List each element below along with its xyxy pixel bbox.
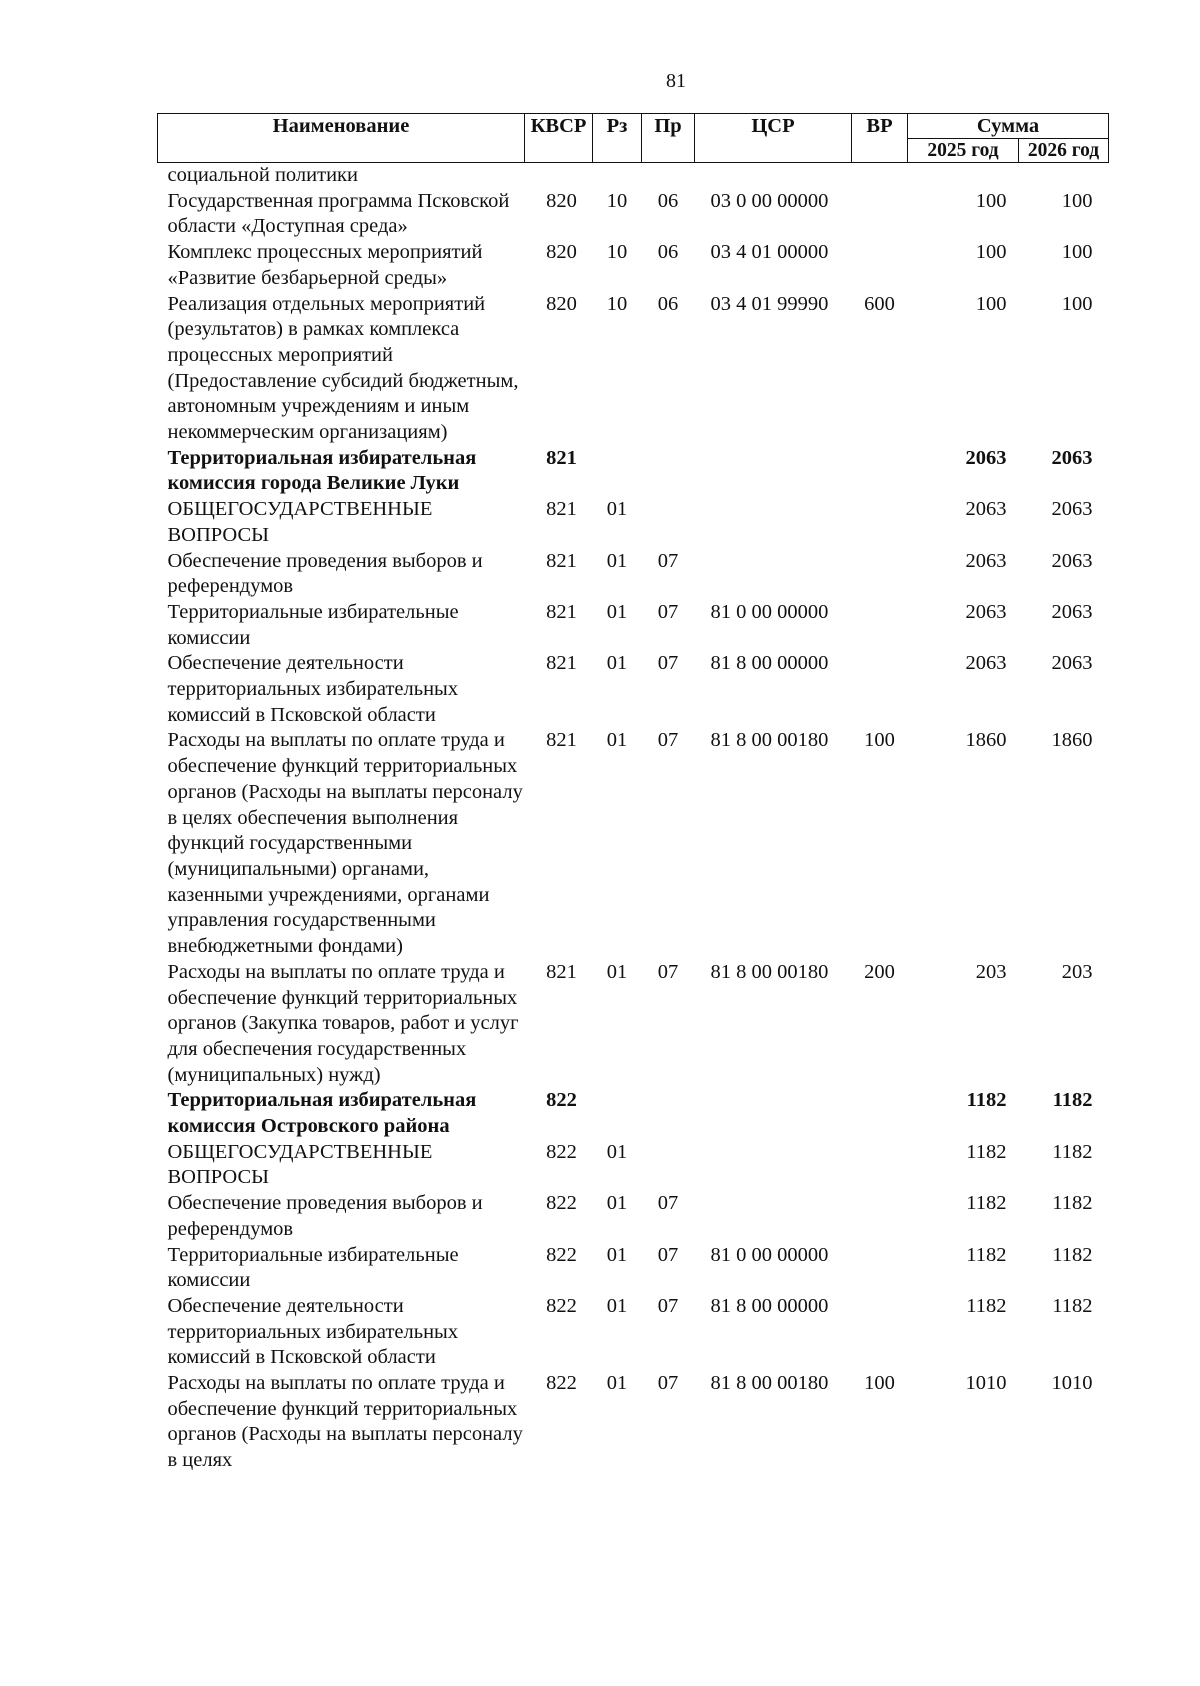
row-pr: 07 bbox=[657, 600, 679, 623]
row-kvsr: 821 bbox=[546, 549, 577, 572]
row-csr bbox=[695, 1140, 852, 1191]
row-kvsr: 820 bbox=[546, 189, 577, 212]
row-amount-2025: 203 bbox=[975, 960, 1007, 983]
row-kvsr: 822 bbox=[546, 1243, 577, 1266]
header-sum: Сумма bbox=[908, 114, 1109, 139]
row-amount-2025: 1010 bbox=[965, 1372, 1007, 1395]
row-csr: 03 0 00 00000 bbox=[710, 189, 829, 212]
row-amount-2025: 100 bbox=[975, 189, 1007, 212]
row-name: Территориальные избирательные комиссии bbox=[167, 600, 459, 649]
row-csr: 81 8 00 00180 bbox=[710, 1372, 829, 1395]
row-vr bbox=[852, 1140, 908, 1191]
row-rz: 01 bbox=[606, 960, 628, 983]
row-rz bbox=[593, 1088, 642, 1139]
row-csr: 03 4 01 00000 bbox=[710, 241, 829, 264]
row-vr bbox=[852, 1294, 908, 1371]
header-year-2026: 2026 год bbox=[1019, 139, 1109, 163]
row-kvsr: 822 bbox=[546, 1140, 577, 1163]
row-kvsr: 821 bbox=[546, 498, 577, 521]
row-csr: 81 8 00 00180 bbox=[710, 960, 829, 983]
table-row bbox=[158, 728, 1109, 959]
row-amount-2026: 100 bbox=[1061, 292, 1093, 315]
row-amount-2025: 2063 bbox=[965, 549, 1007, 572]
row-name: Обеспечение проведения выборов и референдумов bbox=[167, 549, 483, 598]
row-name: Территориальная избирательная комиссия Островского района bbox=[167, 1089, 477, 1138]
row-pr: 07 bbox=[657, 1243, 679, 1266]
row-rz bbox=[593, 163, 642, 189]
row-amount-2026: 1182 bbox=[1052, 1294, 1093, 1317]
row-rz: 01 bbox=[606, 1294, 628, 1317]
table-row bbox=[158, 651, 1109, 728]
row-kvsr: 821 bbox=[546, 652, 577, 675]
row-vr: 200 bbox=[864, 960, 895, 983]
row-amount-2026: 2063 bbox=[1051, 498, 1093, 521]
row-name: ОБЩЕГОСУДАРСТВЕННЫЕ ВОПРОСЫ bbox=[167, 1140, 433, 1189]
table-row bbox=[158, 960, 1109, 1089]
row-name: Территориальные избирательные комиссии bbox=[167, 1243, 459, 1292]
row-csr bbox=[695, 549, 852, 600]
row-pr bbox=[642, 1140, 695, 1191]
row-amount-2025: 1182 bbox=[966, 1192, 1007, 1215]
row-amount-2026: 1182 bbox=[1052, 1140, 1093, 1163]
header-kvsr: КВСР bbox=[525, 114, 593, 163]
table-row bbox=[158, 446, 1109, 497]
row-csr bbox=[695, 446, 852, 497]
row-amount-2025: 1860 bbox=[965, 729, 1007, 752]
row-name: Расходы на выплаты по оплате труда и обеспечение функций территориальных органов (Закупка товаров, работ и услуг для обеспечения государственных (муниципальных) нужд) bbox=[167, 960, 519, 1086]
row-name: Расходы на выплаты по оплате труда и обеспечение функций территориальных органов (Расходы на выплаты персоналу в целях bbox=[167, 1372, 523, 1472]
table-row bbox=[158, 163, 1109, 189]
row-csr bbox=[695, 1088, 852, 1139]
row-vr bbox=[852, 549, 908, 600]
row-name: Комплекс процессных мероприятий «Развитие безбарьерной среды» bbox=[167, 241, 483, 289]
row-vr bbox=[852, 163, 908, 189]
row-pr: 06 bbox=[657, 189, 679, 212]
row-pr: 07 bbox=[657, 1192, 679, 1215]
budget-table bbox=[157, 113, 1109, 1474]
row-pr: 07 bbox=[657, 729, 679, 752]
row-pr bbox=[642, 497, 695, 548]
row-vr bbox=[852, 240, 908, 291]
row-amount-2025: 1182 bbox=[966, 1294, 1007, 1317]
row-csr: 81 0 00 00000 bbox=[710, 1243, 829, 1266]
row-kvsr: 821 bbox=[546, 446, 577, 469]
row-rz: 10 bbox=[606, 241, 628, 264]
row-pr: 07 bbox=[657, 1372, 679, 1395]
row-kvsr bbox=[525, 163, 593, 189]
row-amount-2026: 100 bbox=[1061, 189, 1093, 212]
row-kvsr: 821 bbox=[546, 600, 577, 623]
header-vr: ВР bbox=[852, 114, 908, 163]
row-pr: 07 bbox=[657, 549, 679, 572]
row-amount-2025: 2063 bbox=[965, 498, 1007, 521]
row-rz: 01 bbox=[606, 549, 628, 572]
row-name: Расходы на выплаты по оплате труда и обеспечение функций территориальных органов (Расходы на выплаты персоналу в целях обеспечения выполнения функций государственными (муниципальными) органами, казенными учреждениями, органами управления государственными внебюджетными фондами) bbox=[167, 729, 523, 958]
row-pr: 07 bbox=[657, 652, 679, 675]
row-vr bbox=[852, 1191, 908, 1242]
row-vr bbox=[852, 1243, 908, 1294]
row-amount-2026: 1182 bbox=[1052, 1243, 1093, 1266]
row-amount-2026: 1860 bbox=[1051, 729, 1093, 752]
row-pr: 07 bbox=[657, 960, 679, 983]
row-kvsr: 820 bbox=[546, 241, 577, 264]
row-amount-2025: 2063 bbox=[965, 600, 1007, 623]
row-name: ОБЩЕГОСУДАРСТВЕННЫЕ ВОПРОСЫ bbox=[167, 498, 433, 546]
table-row bbox=[158, 1191, 1109, 1242]
row-rz: 10 bbox=[606, 292, 628, 315]
row-amount-2025: 1182 bbox=[966, 1140, 1007, 1163]
row-pr bbox=[642, 1088, 695, 1139]
table-row bbox=[158, 1243, 1109, 1294]
table-row bbox=[158, 1088, 1109, 1139]
row-vr: 100 bbox=[864, 729, 895, 752]
row-pr: 06 bbox=[657, 292, 679, 315]
row-rz bbox=[593, 446, 642, 497]
row-csr bbox=[695, 163, 852, 189]
row-name: Обеспечение деятельности территориальных избирательных комиссий в Псковской области bbox=[167, 1294, 459, 1369]
row-rz: 10 bbox=[606, 189, 628, 212]
table-body bbox=[158, 163, 1109, 1474]
row-amount-2026: 1010 bbox=[1051, 1372, 1093, 1395]
row-csr bbox=[695, 1191, 852, 1242]
page-number: 81 bbox=[666, 70, 686, 92]
table-row bbox=[158, 600, 1109, 651]
row-rz: 01 bbox=[606, 600, 628, 623]
row-amount-2025: 100 bbox=[975, 292, 1007, 315]
row-pr bbox=[642, 163, 695, 189]
row-amount-2025: 2063 bbox=[965, 446, 1007, 469]
header-rz: Рз bbox=[593, 114, 642, 163]
table-row bbox=[158, 1294, 1109, 1371]
row-rz: 01 bbox=[606, 1192, 628, 1215]
table-header bbox=[158, 114, 1109, 163]
row-amount-2026: 2063 bbox=[1051, 549, 1093, 572]
row-name: Реализация отдельных мероприятий (результатов) в рамках комплекса процессных мероприятий (Предоставление субсидий бюджетным, автономным учреждениям и иным некоммерческим организациям) bbox=[167, 292, 519, 444]
table-row bbox=[158, 189, 1109, 240]
row-amount-2025 bbox=[908, 163, 1019, 189]
row-name: социальной политики bbox=[167, 164, 358, 186]
table-row bbox=[158, 497, 1109, 548]
row-csr: 03 4 01 99990 bbox=[710, 292, 829, 315]
row-csr: 81 8 00 00180 bbox=[710, 729, 829, 752]
header-name: Наименование bbox=[158, 114, 525, 163]
row-pr: 07 bbox=[657, 1294, 679, 1317]
row-amount-2025: 100 bbox=[975, 241, 1007, 264]
row-vr bbox=[852, 189, 908, 240]
row-csr: 81 8 00 00000 bbox=[710, 1294, 829, 1317]
table-row bbox=[158, 1371, 1109, 1474]
row-name: Государственная программа Псковской области «Доступная среда» bbox=[167, 189, 510, 238]
row-csr: 81 0 00 00000 bbox=[710, 600, 829, 623]
row-vr bbox=[852, 651, 908, 728]
header-year-2025: 2025 год bbox=[908, 139, 1019, 163]
row-vr bbox=[852, 446, 908, 497]
row-rz: 01 bbox=[606, 1372, 628, 1395]
row-amount-2025: 2063 bbox=[965, 652, 1007, 675]
row-csr: 81 8 00 00000 bbox=[710, 652, 829, 675]
header-pr: Пр bbox=[642, 114, 695, 163]
row-kvsr: 822 bbox=[546, 1192, 577, 1215]
row-name: Территориальная избирательная комиссия города Великие Луки bbox=[167, 446, 477, 495]
row-rz: 01 bbox=[606, 729, 628, 752]
table-row bbox=[158, 292, 1109, 446]
row-pr: 06 bbox=[657, 241, 679, 264]
row-kvsr: 820 bbox=[546, 292, 577, 315]
row-amount-2026 bbox=[1019, 163, 1109, 189]
row-amount-2026: 2063 bbox=[1051, 652, 1093, 675]
row-amount-2026: 2063 bbox=[1051, 446, 1093, 469]
row-vr: 100 bbox=[864, 1372, 895, 1395]
row-amount-2026: 1182 bbox=[1052, 1192, 1093, 1215]
row-amount-2025: 1182 bbox=[966, 1089, 1007, 1112]
table-row bbox=[158, 240, 1109, 291]
row-rz: 01 bbox=[606, 652, 628, 675]
row-rz: 01 bbox=[606, 1140, 628, 1163]
row-vr bbox=[852, 600, 908, 651]
table-row bbox=[158, 1140, 1109, 1191]
row-kvsr: 821 bbox=[546, 960, 577, 983]
row-csr bbox=[695, 497, 852, 548]
row-rz: 01 bbox=[606, 1243, 628, 1266]
row-vr: 600 bbox=[864, 292, 895, 315]
row-kvsr: 822 bbox=[546, 1294, 577, 1317]
header-csr: ЦСР bbox=[695, 114, 852, 163]
row-kvsr: 822 bbox=[546, 1089, 577, 1112]
row-name: Обеспечение деятельности территориальных избирательных комиссий в Псковской области bbox=[167, 652, 459, 726]
row-amount-2026: 100 bbox=[1061, 241, 1093, 264]
row-amount-2025: 1182 bbox=[966, 1243, 1007, 1266]
row-vr bbox=[852, 497, 908, 548]
row-amount-2026: 1182 bbox=[1052, 1089, 1093, 1112]
row-kvsr: 822 bbox=[546, 1372, 577, 1395]
row-rz: 01 bbox=[606, 498, 628, 521]
row-amount-2026: 2063 bbox=[1051, 600, 1093, 623]
row-name: Обеспечение проведения выборов и референдумов bbox=[167, 1192, 483, 1240]
row-amount-2026: 203 bbox=[1061, 960, 1093, 983]
row-vr bbox=[852, 1088, 908, 1139]
row-kvsr: 821 bbox=[546, 729, 577, 752]
row-pr bbox=[642, 446, 695, 497]
table-row bbox=[158, 549, 1109, 600]
